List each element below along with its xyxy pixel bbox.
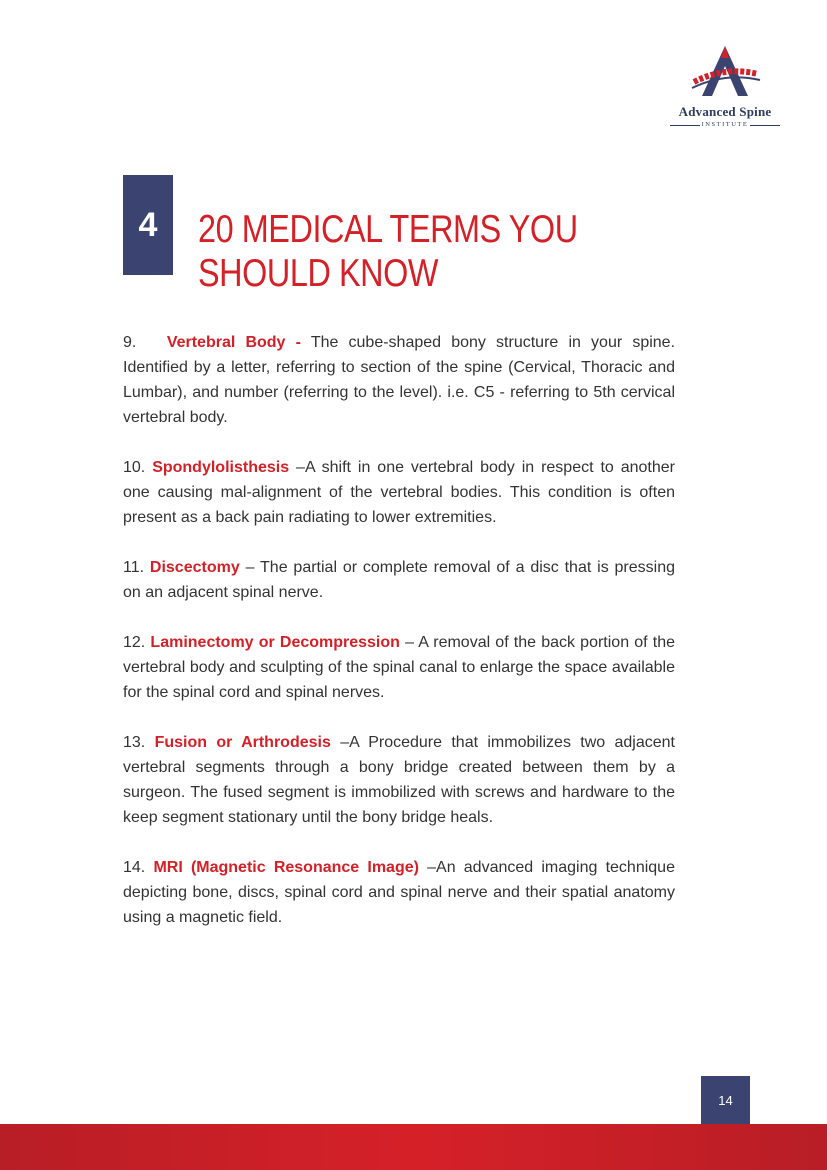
item-text: – The partial or complete removal of a disc that is pressing on an adjacent spinal nerve.	[123, 559, 675, 601]
list-item	[123, 555, 675, 605]
list-item	[123, 455, 675, 530]
item-text: The cube-shaped bony structure in your spine. Identified by a letter, referring to section of the spine (Cervical, Thoracic and Lumbar), and number (referring to the level). i.e. C5 - referring to 5th cervical vertebral body.	[123, 334, 676, 426]
chapter-number: 4	[138, 205, 158, 244]
terms-list	[123, 330, 675, 955]
page-title-line-1: 20 MEDICAL TERMS YOU	[198, 208, 578, 251]
item-text: – A removal of the back portion of the vertebral body and sculpting of the spinal canal to enlarge the space available for the spinal cord and spinal nerves.	[123, 634, 676, 701]
list-item	[123, 855, 675, 930]
item-number: 9.	[123, 334, 137, 351]
item-term: Discectomy	[149, 559, 240, 576]
item-text: –An advanced imaging technique depicting bone, discs, spinal cord and spinal nerve and their spatial anatomy using a magnetic field.	[123, 859, 675, 926]
logo-name: Advanced Spine	[678, 104, 772, 119]
item-number: 11.	[123, 559, 145, 576]
logo-subtitle: INSTITUTE	[701, 121, 749, 128]
page-title-line-2: SHOULD KNOW	[198, 252, 439, 295]
footer-bar	[0, 1124, 827, 1170]
item-term: Fusion or Arthrodesis	[154, 734, 331, 751]
item-term: Spondylolisthesis	[152, 459, 290, 476]
item-term: MRI (Magnetic Resonance Image)	[153, 859, 419, 876]
item-text: –A Procedure that immobilizes two adjacent vertebral segments through a bony bridge created between them by a surgeon. The fused segment is immobilized with screws and hardware to the keep segment stationary until the bony bridge heals.	[123, 734, 675, 826]
item-term: Vertebral Body -	[166, 334, 301, 351]
item-term: Laminectomy or Decompression	[150, 634, 400, 651]
page-number: 14	[718, 1092, 733, 1108]
page-number-box	[701, 1076, 750, 1124]
list-item	[123, 330, 675, 430]
item-number: 14.	[123, 859, 146, 876]
list-item	[123, 730, 675, 830]
item-text: –A shift in one vertebral body in respect to another one causing mal-alignment of the vertebral bodies. This condition is often present as a back pain radiating to lower extremities.	[123, 459, 676, 526]
spine-logo-icon	[688, 44, 762, 102]
chapter-number-box	[123, 175, 173, 275]
page-title	[198, 208, 596, 296]
item-number: 13.	[123, 734, 146, 751]
logo	[666, 44, 784, 134]
item-number: 10.	[123, 459, 146, 476]
list-item	[123, 630, 675, 705]
logo-rule-right	[750, 125, 780, 126]
item-number: 12.	[123, 634, 146, 651]
